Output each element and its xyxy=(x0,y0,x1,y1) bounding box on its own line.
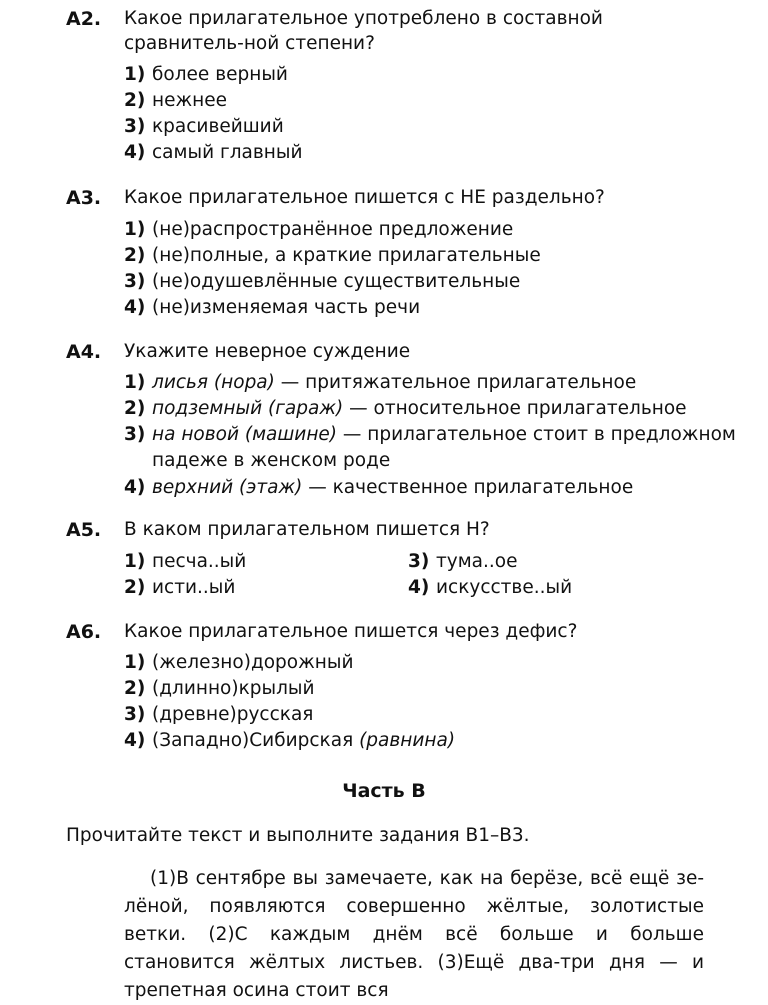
option: 2) нежнее xyxy=(124,90,228,111)
option: 4) (не)изменяемая часть речи xyxy=(124,297,421,318)
question-text: В каком прилагательном пишется Н? xyxy=(124,519,490,540)
option: 1) песча..ый xyxy=(124,551,247,572)
question-text: Какое прилагательное пишется через дефис? xyxy=(124,621,578,642)
option: 4) верхний (этаж) — качественное прилагательное xyxy=(124,477,634,498)
option: 3) тума..ое xyxy=(408,551,518,572)
option-continuation: падеже в женском роде xyxy=(152,450,391,471)
option: 1) более верный xyxy=(124,64,288,85)
question-text: Укажите неверное суждение xyxy=(124,341,411,362)
option: 4) самый главный xyxy=(124,142,303,163)
option: 4) искусстве..ый xyxy=(408,577,573,598)
option: 4) (Западно)Сибирская (равнина) xyxy=(124,730,456,751)
option: 1) (железно)дорожный xyxy=(124,652,354,673)
question-number: А2. xyxy=(66,8,102,30)
option: 1) лисья (нора) — притяжательное прилагательное xyxy=(124,372,637,393)
section-title: Часть В xyxy=(342,780,426,802)
option: 1) (не)распространённое предложение xyxy=(124,219,514,240)
question-number: А5. xyxy=(66,519,102,541)
question-number: А6. xyxy=(66,621,102,643)
option: 2) (не)полные, а краткие прилагательные xyxy=(124,245,541,266)
question-text: Какое прилагательное пишется с НЕ раздельно? xyxy=(124,187,605,208)
option: 3) на новой (машине) — прилагательное стоит в предложном падеже в женском роде xyxy=(124,422,724,474)
instructions: Прочитайте текст и выполните задания В1–В3. xyxy=(66,825,530,846)
option: 2) (длинно)крылый xyxy=(124,678,315,699)
question-number: А3. xyxy=(66,187,102,209)
option: 3) красивейший xyxy=(124,116,284,137)
question-number: А4. xyxy=(66,341,102,363)
option: 3) (не)одушевлённые существительные xyxy=(124,271,521,292)
reading-text: (1)В сентябре вы замечаете, как на берёзе, всё ещё зе-лёной, появляются совершенно жёлтые, золотистые ветки. (2)С каждым днём всё больше и больше становится жёлтых листьев. (3)Ещё два-три дня — и трепетная осина стоит вся xyxy=(124,868,704,1001)
option: 2) исти..ый xyxy=(124,577,236,598)
option: 3) (древне)русская xyxy=(124,704,314,725)
option: 2) подземный (гараж) — относительное прилагательное xyxy=(124,398,687,419)
question-text: Какое прилагательное употреблено в составной сравнитель-ной степени? xyxy=(124,8,603,54)
